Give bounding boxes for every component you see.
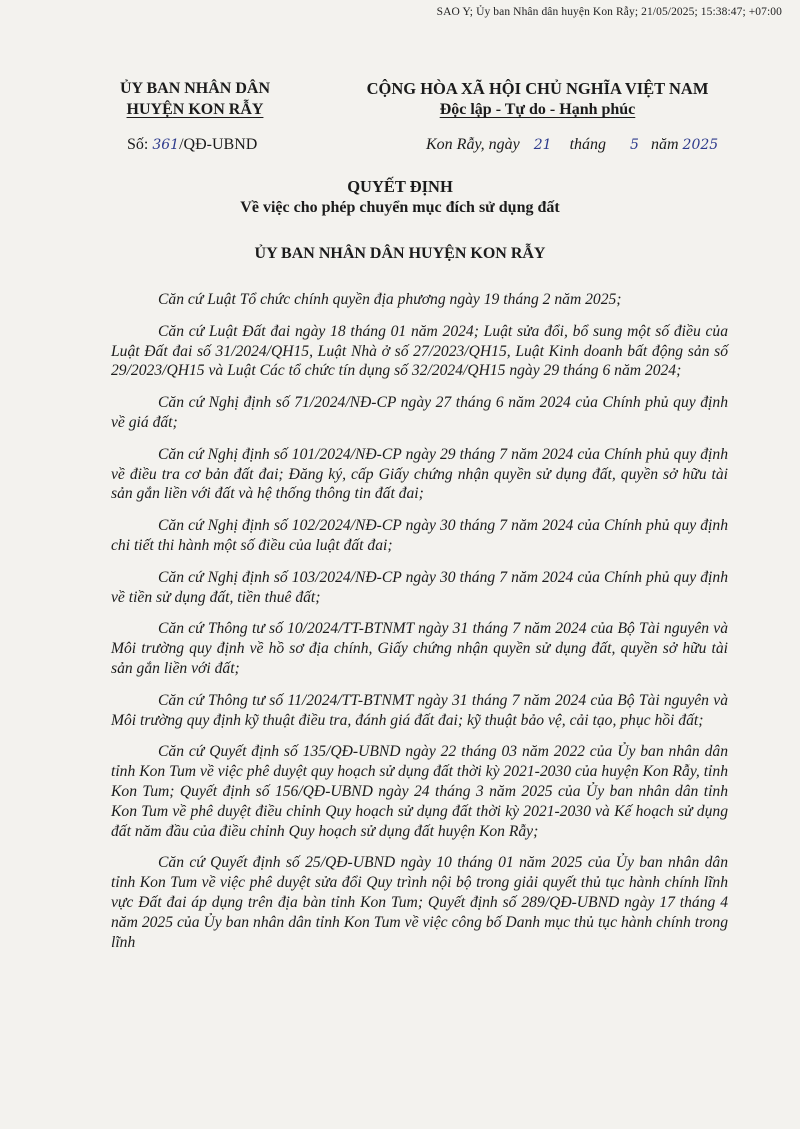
date-month-handwritten: 5 [630,137,639,153]
country-name: CỘNG HÒA XÃ HỘI CHỦ NGHĨA VIỆT NAM [366,79,709,98]
org-line-2: HUYỆN KON RẪY [126,101,264,118]
legal-basis-paragraph: Căn cứ Nghị định số 101/2024/NĐ-CP ngày 29 tháng 7 năm 2024 của Chính phủ quy định về điều tra cơ bản đất đai; Đăng ký, cấp Giấy chứng nhận quyền sử dụng đất, quyền sở hữu tài sản gắn liền với đất và hệ thống thông tin đất đai; [111,445,728,503]
doc-number-prefix: Số: [127,136,149,153]
decision-title: QUYẾT ĐỊNH [347,177,453,196]
decision-issuer: ỦY BAN NHÂN DÂN HUYỆN KON RẪY [254,245,546,262]
national-motto: Độc lập - Tự do - Hạnh phúc [439,101,636,118]
date-day-handwritten: 21 [533,137,552,153]
doc-number-handwritten: 361 [152,137,180,153]
year-label: năm [650,136,679,153]
issuing-organization [100,78,290,120]
legal-basis-paragraph: Căn cứ Luật Tổ chức chính quyền địa phương ngày 19 tháng 2 năm 2025; [158,291,622,308]
legal-basis-paragraph: Căn cứ Quyết định số 25/QĐ-UBND ngày 10 tháng 01 năm 2025 của Ủy ban nhân dân tỉnh Kon Tum về việc phê duyệt sửa đổi Quy trình nội bộ trong giải quyết thủ tục hành chính lĩnh vực Đất đai áp dụng trên địa bàn tỉnh Kon Tum; Quyết định số 289/QĐ-UBND ngày 17 tháng 4 năm 2025 của Ủy ban nhân dân tỉnh Kon Tum về việc công bố Danh mục thủ tục hành chính trong lĩnh [111,854,728,951]
legal-basis-paragraph: Căn cứ Nghị định số 102/2024/NĐ-CP ngày 30 tháng 7 năm 2024 của Chính phủ quy định chi tiết thi hành một số điều của luật đất đai; [111,517,728,554]
document-number [127,136,257,154]
legal-basis-paragraph: Căn cứ Luật Đất đai ngày 18 tháng 01 năm 2024; Luật sửa đổi, bổ sung một số điều của Luật Đất đai số 31/2024/QH15, Luật Nhà ở số 27/2023/QH15, Luật Kinh doanh bất động sản số 29/2023/QH15 và Luật Các tổ chức tín dụng số 32/2024/QH15 ngày 29 tháng 6 năm 2024; [111,322,728,380]
doc-number-suffix: /QĐ-UBND [179,136,258,153]
legal-basis-paragraph: Căn cứ Thông tư số 10/2024/TT-BTNMT ngày 31 tháng 7 năm 2024 của Bộ Tài nguyên và Môi trường quy định về hồ sơ địa chính, Giấy chứng nhận quyền sử dụng đất, quyền sở hữu tài sản gắn liền với đất; [111,620,728,677]
legal-basis-body [111,290,728,964]
place-label: Kon Rẫy, ngày [426,136,520,153]
digital-copy-stamp: SAO Y; Ủy ban Nhân dân huyện Kon Rẫy; 21/05/2025; 15:38:47; +07:00 [436,6,782,18]
place-and-date [426,136,718,154]
org-line-1: ỦY BAN NHÂN DÂN [119,80,271,97]
legal-basis-paragraph: Căn cứ Nghị định số 71/2024/NĐ-CP ngày 27 tháng 6 năm 2024 của Chính phủ quy định về giá đất; [111,394,728,431]
date-year-handwritten: 2025 [682,137,719,153]
legal-basis-paragraph: Căn cứ Quyết định số 135/QĐ-UBND ngày 22 tháng 03 năm 2022 của Ủy ban nhân dân tỉnh Kon Tum về việc phê duyệt quy hoạch sử dụng đất thời kỳ 2021-2030 của huyện Kon Rẫy, tỉnh Kon Tum; Quyết định số 156/QĐ-UBND ngày 24 tháng 3 năm 2025 của Ủy ban nhân dân tỉnh Kon Tum về phê duyệt điều chỉnh Quy hoạch sử dụng đất thời kỳ 2021-2030 và Kế hoạch sử dụng đất năm đầu của điều chỉnh Quy hoạch sử dụng đất huyện Kon Rẫy; [111,743,728,840]
month-label: tháng [569,136,607,153]
decision-subject: Về việc cho phép chuyển mục đích sử dụng đất [240,199,560,216]
national-header [330,78,745,120]
legal-basis-paragraph: Căn cứ Nghị định số 103/2024/NĐ-CP ngày 30 tháng 7 năm 2024 của Chính phủ quy định về tiền sử dụng đất, tiền thuê đất; [111,568,728,606]
legal-basis-paragraph: Căn cứ Thông tư số 11/2024/TT-BTNMT ngày 31 tháng 7 năm 2024 của Bộ Tài nguyên và Môi trường quy định kỹ thuật điều tra, đánh giá đất đai; kỹ thuật bảo vệ, cải tạo, phục hồi đất; [111,691,728,729]
